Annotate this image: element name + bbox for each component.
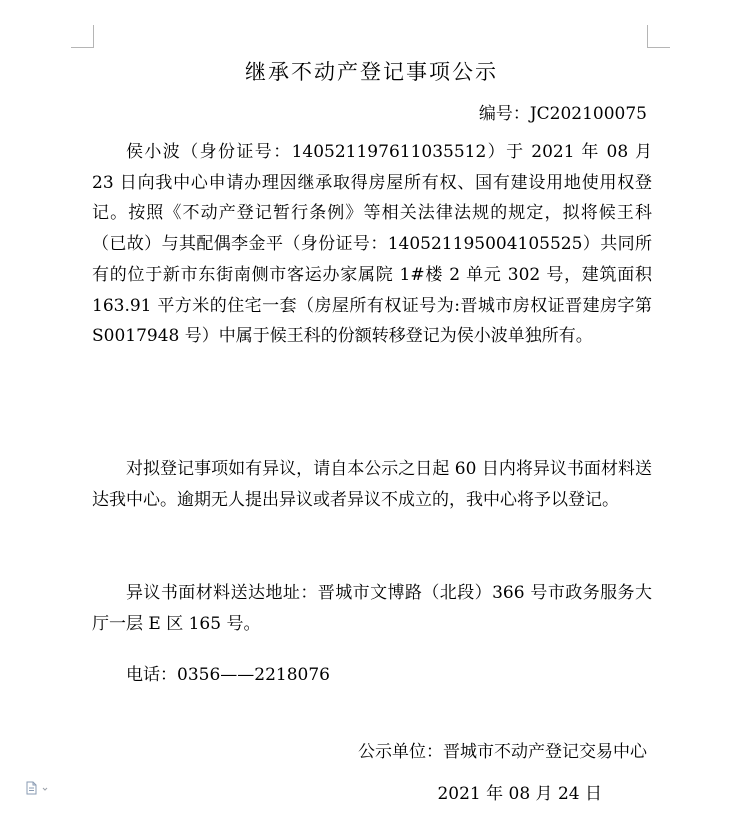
paragraph-phone: 电话：0356——2218076 xyxy=(126,665,330,685)
paragraph-main: 侯小波（身份证号：140521197611035512）于 2021 年 08 月 23 日向我中心申请办理因继承取得房屋所有权、国有建设用地使用权登记。按照《不动产登记暂行条例》等相关法律法规的规定，拟将候王科（已故）与其配偶李金平（身份证号：140521195004105525）共同所有的位于新市东街南侧市客运办家属院 1#楼 2 单元 302 号，建筑面积 163.91 平方米的住宅一套（房屋所有权证号为:晋城市房权证晋建房字第 S0017948 号）中属于候王科的份额转移登记为侯小波单独所有。 xyxy=(92,142,652,347)
document-icon[interactable] xyxy=(26,780,50,794)
page-corner-mark-top-left xyxy=(71,25,94,48)
paragraph-objection: 对拟登记事项如有异议，请自本公示之日起 60 日内将异议书面材料送达我中心。逾期无人提出异议或者异议不成立的，我中心将予以登记。 xyxy=(92,459,652,510)
document-title: 继承不动产登记事项公示 xyxy=(245,60,498,84)
document-number: 编号：JC202100075 xyxy=(478,104,647,124)
paragraph-address: 异议书面材料送达地址：晋城市文博路（北段）366 号市政务服务大厅一层 E 区 165 号。 xyxy=(92,583,652,634)
publish-date: 2021 年 08 月 24 日 xyxy=(437,784,602,804)
publisher-unit: 公示单位：晋城市不动产登记交易中心 xyxy=(358,742,647,762)
page-corner-mark-top-right xyxy=(647,25,670,48)
